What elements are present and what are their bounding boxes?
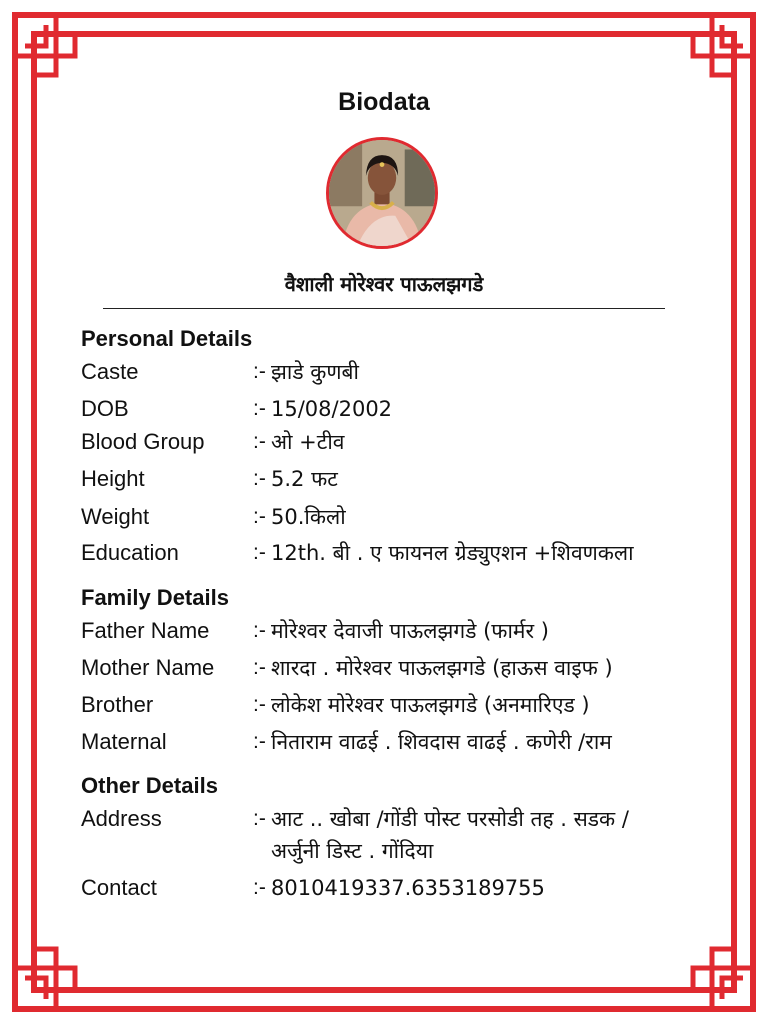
- detail-separator: :-: [253, 807, 266, 830]
- detail-value: निताराम वाढई . शिवदास वाढई . कणेरी /राम: [271, 730, 612, 754]
- detail-separator: :-: [253, 693, 266, 716]
- detail-value: झाडे कुणबी: [271, 360, 359, 384]
- section-heading-personal: Personal Details: [81, 326, 253, 351]
- detail-separator: :-: [253, 876, 266, 899]
- detail-label: Height: [81, 466, 145, 491]
- detail-separator: :-: [253, 360, 266, 383]
- detail-separator: :-: [253, 656, 266, 679]
- detail-label: Education: [81, 540, 179, 565]
- detail-separator: :-: [253, 505, 266, 528]
- person-name: वैशाली मोरेश्वर पाऊलझगडे: [284, 272, 484, 296]
- detail-value: 15/08/2002: [271, 397, 393, 421]
- portrait-image: [329, 140, 435, 246]
- detail-label: Brother: [81, 692, 154, 717]
- detail-label: Weight: [81, 504, 150, 529]
- divider-line: [103, 308, 665, 309]
- document-title: Biodata: [338, 88, 430, 116]
- detail-label: Maternal: [81, 729, 167, 754]
- profile-photo: [326, 137, 438, 249]
- detail-label: Mother Name: [81, 655, 215, 680]
- section-heading-family: Family Details: [81, 585, 229, 610]
- detail-value: 50.किलो: [271, 505, 346, 529]
- detail-label: DOB: [81, 396, 129, 421]
- detail-label: Father Name: [81, 618, 210, 643]
- detail-value: 12th. बी . ए फायनल ग्रेड्युएशन +शिवणकला: [271, 541, 634, 565]
- detail-separator: :-: [253, 730, 266, 753]
- detail-value: मोरेश्वर देवाजी पाऊलझगडे (फार्मर ): [271, 619, 549, 643]
- detail-separator: :-: [253, 397, 266, 420]
- detail-value: ओ +टीव: [271, 430, 345, 454]
- detail-separator: :-: [253, 619, 266, 642]
- detail-value: शारदा . मोरेश्वर पाऊलझगडे (हाऊस वाइफ ): [271, 656, 613, 680]
- detail-value: लोकेश मोरेश्वर पाऊलझगडे (अनमारिएड ): [271, 693, 590, 717]
- detail-label: Address: [81, 806, 162, 831]
- detail-label: Contact: [81, 875, 157, 900]
- detail-label: Caste: [81, 359, 139, 384]
- detail-value: 5.2 फट: [271, 467, 338, 491]
- detail-separator: :-: [253, 430, 266, 453]
- detail-label: Blood Group: [81, 429, 205, 454]
- detail-value: आट .. खोबा /गोंडी पोस्ट परसोडी तह . सडक /: [271, 807, 629, 831]
- detail-value-continued: अर्जुनी डिस्ट . गोंदिया: [271, 839, 434, 863]
- detail-separator: :-: [253, 467, 266, 490]
- section-heading-other: Other Details: [81, 773, 218, 798]
- detail-value: 8010419337.6353189755: [271, 876, 545, 900]
- detail-separator: :-: [253, 541, 266, 564]
